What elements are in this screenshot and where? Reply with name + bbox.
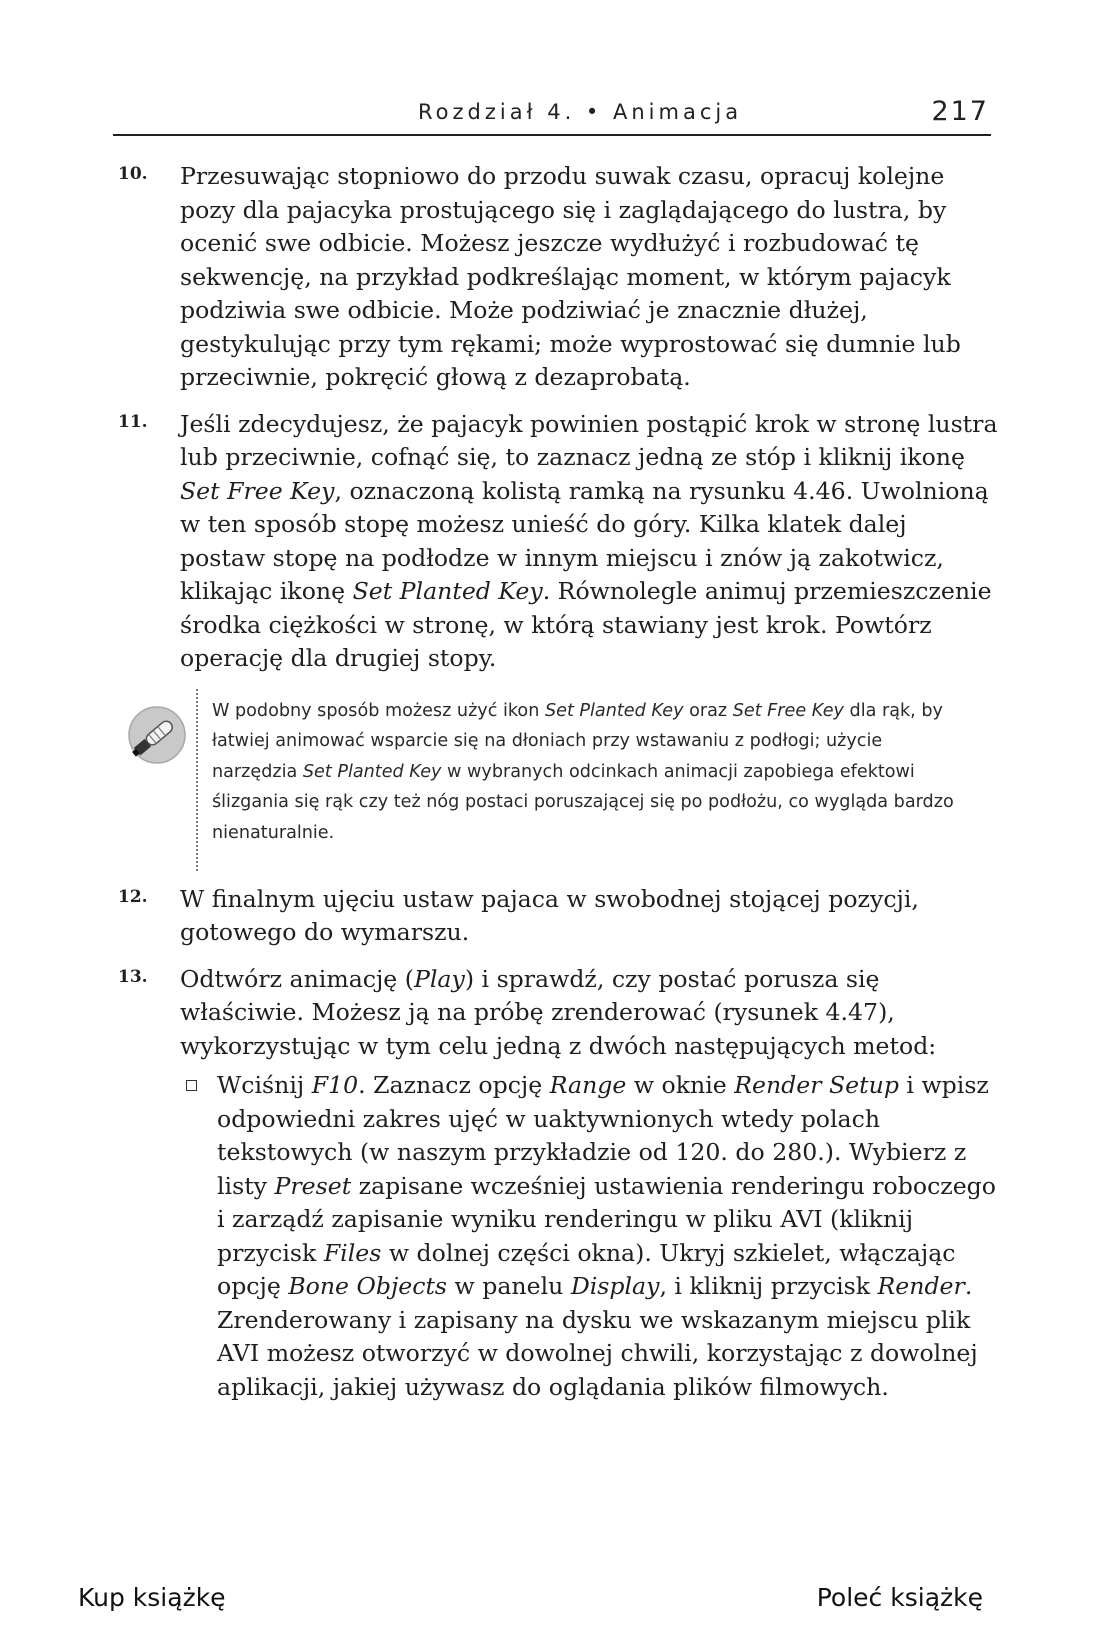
recommend-book-link[interactable]: Poleć książkę xyxy=(816,1583,983,1612)
step-number: 12. xyxy=(118,886,148,907)
text-run: . Zaznacz opcję xyxy=(358,1071,550,1099)
text-run: Przesuwając stopniowo do przodu suwak czasu, opracuj kolejne pozy dla pajacyka prostującego się i zaglądającego do lustra, by ocenić swe odbicie. Możesz jeszcze wydłużyć i rozbudować tę sekwencję, na przykład podkreślając moment, w którym pajacyk podziwia swe odbicie. Może podziwiać je znacznie dłużej, gestykulując przy tym rękami; może wyprostować się dumnie lub przeciwnie, pokręcić głową z dezaprobatą. xyxy=(180,162,961,391)
italic-term: Set Free Key xyxy=(180,476,335,505)
tip-divider xyxy=(196,689,198,871)
step-13 xyxy=(118,963,998,1405)
step-12 xyxy=(118,883,998,950)
italic-term: Render xyxy=(877,1272,965,1300)
italic-term: Play xyxy=(413,964,465,993)
step-number: 11. xyxy=(118,411,148,432)
sub-list xyxy=(180,1069,998,1404)
text-run: oraz xyxy=(683,700,733,721)
text-run: w panelu xyxy=(447,1272,571,1300)
buy-book-link[interactable]: Kup książkę xyxy=(78,1583,226,1612)
italic-term: Display xyxy=(570,1272,660,1300)
tip-box xyxy=(118,689,998,875)
step-11 xyxy=(118,408,998,676)
italic-term: Files xyxy=(323,1238,382,1267)
italic-term: Set Planted Key xyxy=(352,577,543,605)
text-run: w dolnej części okna). Ukryj szkielet, włączając opcję xyxy=(217,1238,956,1300)
text-run: dla rąk, by łatwiej animować wsparcie się na dłoniach przy wstawaniu z podłogi; użycie narzędzia xyxy=(212,700,943,782)
step-text xyxy=(180,883,998,950)
text-run: w oknie xyxy=(626,1071,735,1099)
tip-text xyxy=(212,696,972,849)
italic-term: F10 xyxy=(311,1071,359,1099)
step-text xyxy=(180,160,998,395)
page-number: 217 xyxy=(931,96,989,127)
text-run: Odtwórz animację ( xyxy=(180,964,414,993)
sub-item-text xyxy=(217,1069,998,1404)
italic-term: Set Free Key xyxy=(732,700,844,721)
italic-term: Preset xyxy=(274,1171,352,1200)
text-run: , oznaczoną kolistą ramką na rysunku 4.46. Uwolnioną w ten sposób stopę możesz unieść do góry. Kilka klatek dalej postaw stopę na podłodze w innym miejscu i znów ją zakotwicz, klikając ikonę xyxy=(180,476,989,605)
italic-term: Bone Objects xyxy=(288,1272,448,1300)
step-text xyxy=(180,408,998,676)
step-number: 10. xyxy=(118,164,148,184)
italic-term: Render Setup xyxy=(734,1071,899,1099)
italic-term: Range xyxy=(549,1071,627,1099)
step-number: 13. xyxy=(118,966,148,987)
text-run: , i kliknij przycisk xyxy=(659,1272,878,1300)
italic-term: Set Planted Key xyxy=(544,700,684,721)
text-run: w wybranych odcinkach animacji zapobiega efektowi ślizgania się rąk czy też nóg postaci poruszającej się po podłożu, co wygląda bardzo nienaturalnie. xyxy=(212,761,954,843)
chapter-title: Rozdział 4. • Animacja xyxy=(418,100,743,124)
italic-term: Set Planted Key xyxy=(302,761,442,782)
text-run: ) i sprawdź, czy postać porusza się właściwie. Możesz ją na próbę zrenderować (rysunek 4.47), wykorzystując w tym celu jedną z dwóch następujących metod: xyxy=(180,964,937,1060)
text-run: zapisane wcześniej ustawienia renderingu roboczego i zarządź zapisanie wyniku renderingu w pliku AVI (kliknij przycisk xyxy=(217,1171,996,1267)
text-run: W podobny sposób możesz użyć ikon xyxy=(212,700,545,721)
step-text xyxy=(180,963,998,1064)
text-run: Wciśnij xyxy=(217,1071,312,1099)
text-run: i wpisz odpowiedni zakres ujęć w uaktywnionych wtedy polach tekstowych (w naszym przykładzie od 120. do 280.). Wybierz z listy xyxy=(217,1071,989,1200)
text-run: . Równolegle animuj przemieszczenie środka ciężkości w stronę, w którą stawiany jest krok. Powtórz operację dla drugiej stopy. xyxy=(180,577,992,672)
checkbox-bullet-icon xyxy=(186,1080,197,1091)
text-run: . Zrenderowany i zapisany na dysku we wskazanym miejscu plik AVI możesz otworzyć w dowolnej chwili, korzystając z dowolnej aplikacji, jakiej używasz do oglądania plików filmowych. xyxy=(217,1272,978,1401)
text-run: W finalnym ujęciu ustaw pajaca w swobodnej stojącej pozycji, gotowego do wymarszu. xyxy=(180,884,919,946)
page-content xyxy=(118,160,998,1417)
lightbulb-icon xyxy=(123,699,191,767)
step-10 xyxy=(118,160,998,395)
sub-list-item xyxy=(180,1069,998,1404)
page-header xyxy=(113,96,991,136)
text-run: Jeśli zdecydujesz, że pajacyk powinien postąpić krok w stronę lustra lub przeciwnie, cofnąć się, to zaznacz jedną ze stóp i kliknij ikonę xyxy=(180,409,998,471)
